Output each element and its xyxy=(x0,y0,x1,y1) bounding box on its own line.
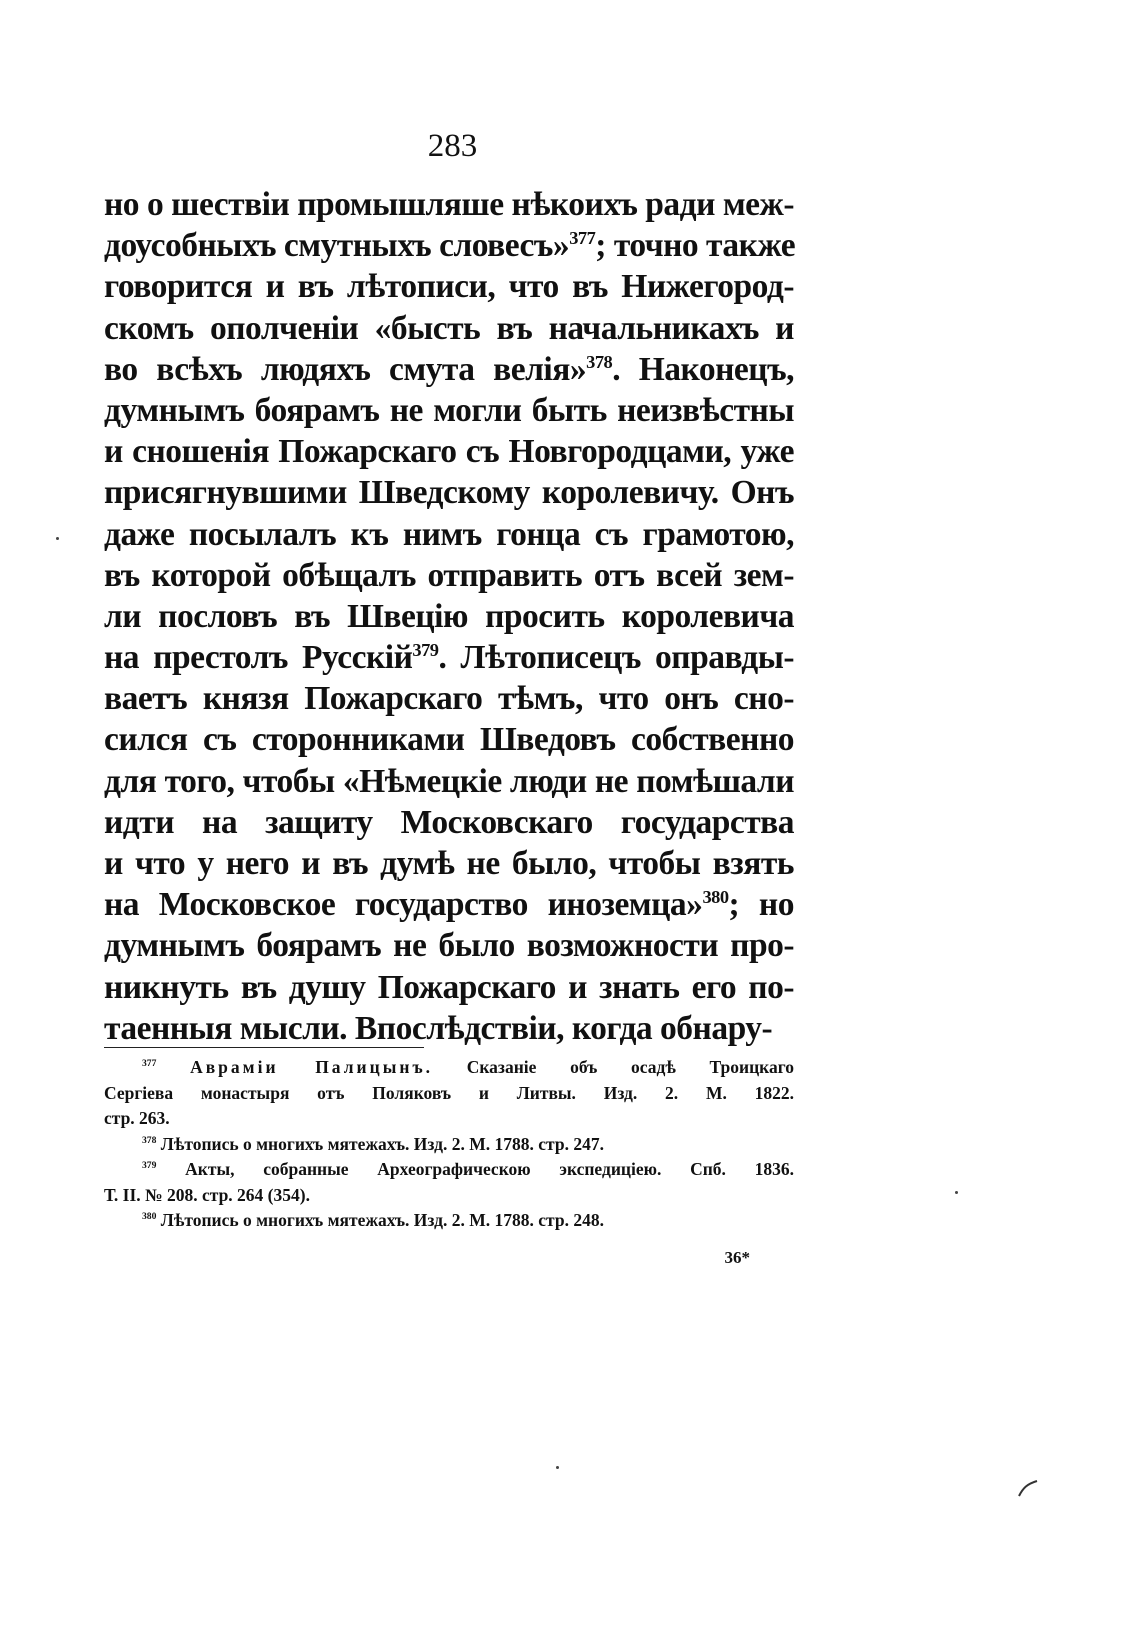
text-line-segment: ; но xyxy=(728,886,794,924)
text-line-segment: ваетъ князя Пожарскаго тѣмъ, что онъ сно- xyxy=(104,680,794,718)
text-line xyxy=(104,225,794,266)
text-line-segment: доусобныхъ смутныхъ словесъ» xyxy=(104,227,570,265)
text-line-segment: ; точно также xyxy=(595,227,796,265)
text-line xyxy=(104,925,794,966)
scan-speck xyxy=(955,1191,958,1194)
footnote-number: 380 xyxy=(142,1211,157,1223)
text-line-segment: думнымъ боярамъ не было возможности про- xyxy=(104,927,794,965)
footnote-377-line-2: Сергіева монастыря отъ Поляковъ и Литвы. Изд. 2. М. 1822. xyxy=(104,1082,794,1103)
text-line-segment: присягнувшими Шведскому королевичу. Онъ xyxy=(104,474,794,512)
page-number: 283 xyxy=(427,128,478,164)
footnote-number: 379 xyxy=(142,1160,157,1172)
scan-speck xyxy=(556,1466,559,1469)
text-line xyxy=(104,761,794,802)
text-line-segment: для того, чтобы «Нѣмецкіе люди не помѣшали xyxy=(104,762,794,800)
text-line-segment: думнымъ боярамъ не могли быть неизвѣстны xyxy=(104,391,794,429)
scan-speck xyxy=(56,537,59,540)
footnote-text: Лѣтопись о многихъ мятежахъ. Изд. 2. М. 1788. стр. 247. xyxy=(160,1133,604,1154)
text-line-segment: идти на защиту Московскаго государства xyxy=(104,803,794,841)
footnote-379-line-2: Т. II. № 208. стр. 264 (354). xyxy=(104,1184,310,1205)
body-text xyxy=(104,184,794,1049)
text-line xyxy=(104,1008,794,1049)
text-line-segment: ли пословъ въ Швецію просить королевича xyxy=(104,597,794,635)
text-line xyxy=(104,884,794,925)
text-line-segment: въ которой обѣщалъ отправить отъ всей зем- xyxy=(104,556,794,594)
margin-pen-mark xyxy=(1015,1478,1041,1498)
text-line-segment: никнуть въ душу Пожарскаго и знать его по- xyxy=(104,968,794,1006)
text-line xyxy=(104,555,794,596)
text-line xyxy=(104,596,794,637)
text-line xyxy=(104,390,794,431)
text-line xyxy=(104,514,794,555)
text-line xyxy=(104,472,794,513)
text-line-segment: во всѣхъ людяхъ смута велія» xyxy=(104,350,587,388)
text-line xyxy=(104,678,794,719)
footnote-text: Акты, собранные Археографическою экспедиціею. Спб. 1836. xyxy=(185,1159,795,1179)
text-line xyxy=(104,637,794,678)
text-line xyxy=(104,431,794,472)
footnote-separator xyxy=(104,1047,424,1048)
text-line xyxy=(104,967,794,1008)
text-line-segment: даже посылалъ къ нимъ гонца съ грамотою, xyxy=(104,515,794,553)
footnote-380 xyxy=(104,1208,794,1234)
text-line xyxy=(104,843,794,884)
text-line-segment: таенныя мысли. Впослѣдствіи, когда обнару- xyxy=(104,1009,773,1047)
text-line-segment: говорится и въ лѣтописи, что въ Нижегород- xyxy=(104,268,794,306)
text-line xyxy=(104,184,794,225)
footnote-number: 378 xyxy=(142,1134,157,1146)
text-line-segment: на престолъ Русскій xyxy=(104,639,413,677)
text-line-segment: на Московское государство иноземца» xyxy=(104,886,703,924)
footnote-379-line-1 xyxy=(104,1157,794,1183)
footnote-reference: 380 xyxy=(702,887,729,908)
footnotes xyxy=(104,1055,794,1234)
text-line-segment: . Лѣтописецъ оправды- xyxy=(438,639,794,677)
footnote-text: Лѣтопись о многихъ мятежахъ. Изд. 2. М. 1788. стр. 248. xyxy=(160,1210,604,1230)
footnote-text: Сказаніе объ осадѣ Троицкаго xyxy=(466,1057,794,1077)
footnote-reference: 378 xyxy=(586,351,613,372)
text-line xyxy=(104,349,794,390)
text-line-segment: но о шествіи промышляше нѣкоихъ ради меж- xyxy=(104,186,794,223)
text-line-segment: . Наконецъ, xyxy=(612,350,795,388)
footnote-377-line-3: стр. 263. xyxy=(104,1108,170,1128)
footnote-reference: 379 xyxy=(412,639,439,660)
footnote-reference: 377 xyxy=(569,228,596,249)
text-line-segment: сился съ сторонниками Шведовъ собственно xyxy=(104,721,794,759)
text-line xyxy=(104,719,794,760)
footnote-378 xyxy=(104,1132,794,1158)
footnote-author: Авраміи Палицынъ. xyxy=(190,1057,434,1077)
signature-mark: 36* xyxy=(724,1248,750,1267)
text-line xyxy=(104,308,794,349)
text-line xyxy=(104,802,794,843)
text-line-segment: и сношенія Пожарскаго съ Новгородцами, уже xyxy=(104,433,794,471)
text-line xyxy=(104,266,794,307)
text-line-segment: скомъ ополченіи «бысть въ начальникахъ и xyxy=(104,309,794,347)
footnote-number: 377 xyxy=(142,1058,157,1070)
text-line-segment: и что у него и въ думѣ не было, чтобы взять xyxy=(104,845,794,882)
footnote-377-line-1 xyxy=(104,1055,794,1081)
